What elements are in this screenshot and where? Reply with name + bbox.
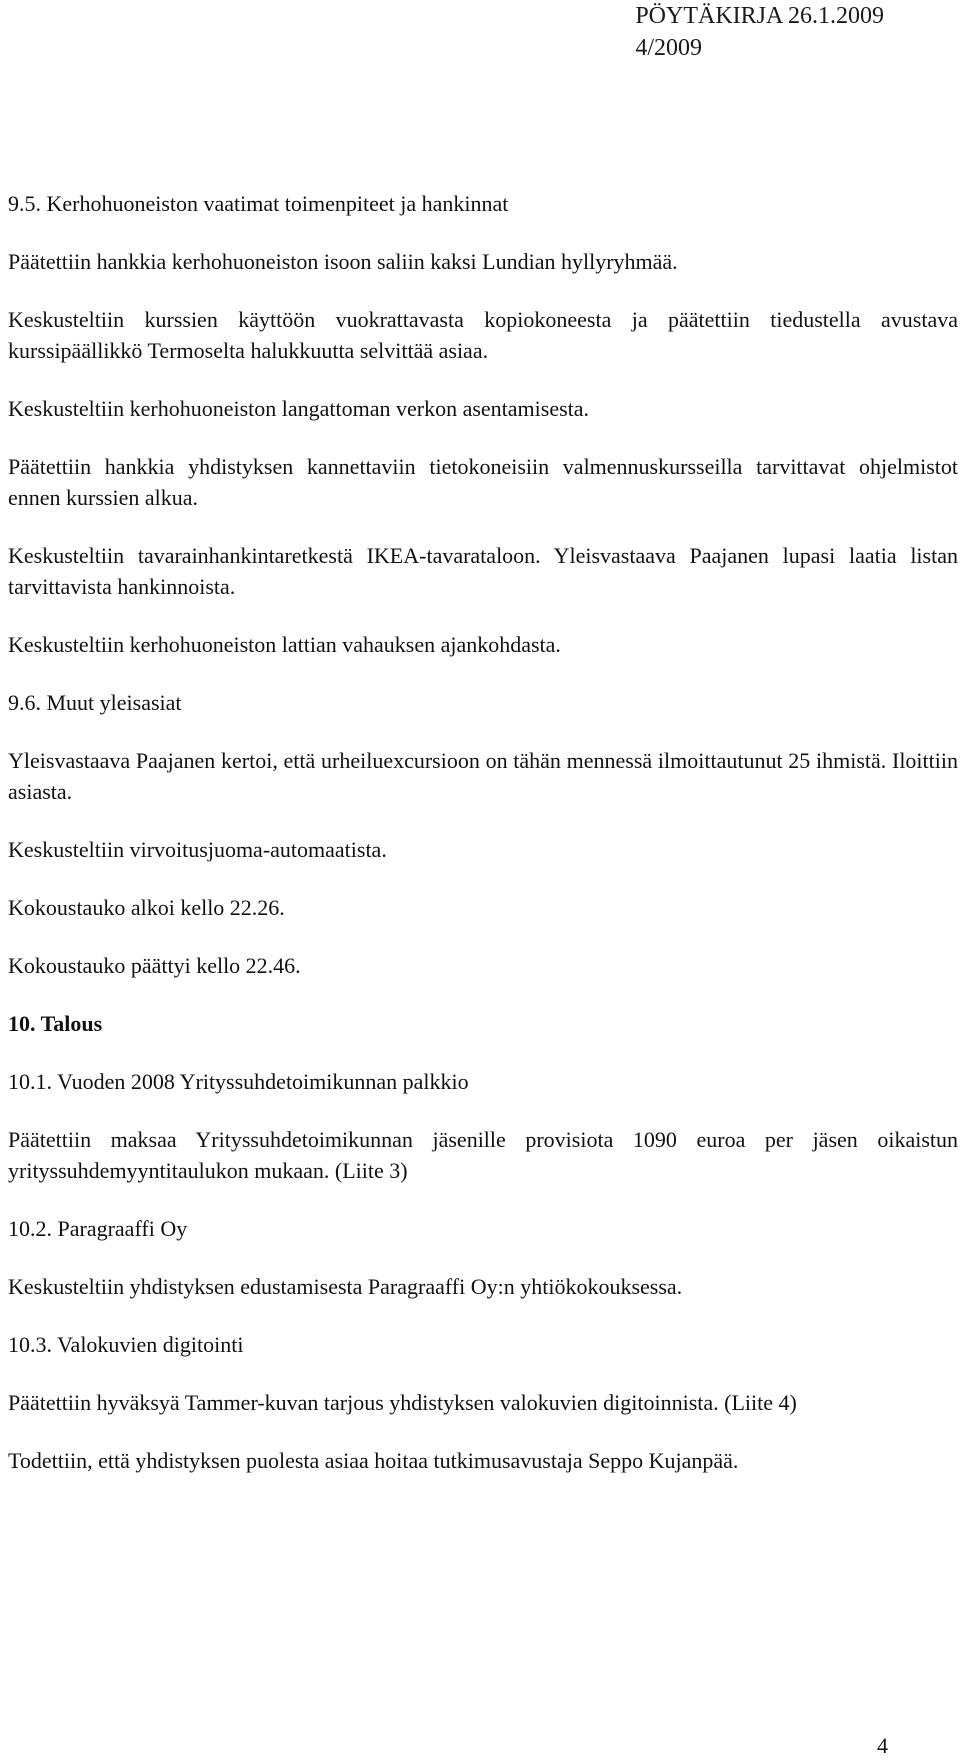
paragraph: Kokoustauko alkoi kello 22.26. — [8, 895, 285, 920]
document-header — [635, 0, 884, 64]
paragraph: Keskusteltiin kurssien käyttöön vuokrattavasta kopiokoneesta ja päätettiin tiedustella avustava kurssipäällikkö Termoselta halukkuutta selvittää asiaa. — [8, 307, 958, 363]
paragraph: Keskusteltiin kerhohuoneiston langattoman verkon asentamisesta. — [8, 396, 590, 421]
paragraph: Kokoustauko päättyi kello 22.46. — [8, 953, 301, 978]
paragraph: Keskusteltiin tavarainhankintaretkestä IKEA-tavarataloon. Yleisvastaava Paajanen lupasi laatia listan tarvittavista hankinnoista. — [8, 543, 958, 599]
paragraph: Todettiin, että yhdistyksen puolesta asiaa hoitaa tutkimusavustaja Seppo Kujanpää. — [8, 1448, 739, 1473]
paragraph: Päätettiin hankkia kerhohuoneiston isoon saliin kaksi Lundian hyllyryhmää. — [8, 249, 678, 274]
paragraph: Yleisvastaava Paajanen kertoi, että urheiluexcursioon on tähän mennessä ilmoittautunut 25 ihmistä. Iloittiin asiasta. — [8, 748, 958, 804]
paragraph: Keskusteltiin virvoitusjuoma-automaatista. — [8, 837, 387, 862]
header-title: PÖYTÄKIRJA 26.1.2009 — [635, 3, 884, 29]
subsection-heading: 9.6. Muut yleisasiat — [8, 690, 182, 715]
subsection-heading: 10.3. Valokuvien digitointi — [8, 1332, 244, 1357]
subsection-heading: 9.5. Kerhohuoneiston vaatimat toimenpiteet ja hankinnat — [8, 191, 509, 216]
paragraph: Keskusteltiin yhdistyksen edustamisesta Paragraaffi Oy:n yhtiökokouksessa. — [8, 1274, 683, 1299]
page-number: 4 — [877, 1733, 888, 1758]
paragraph: Päätettiin maksaa Yrityssuhdetoimikunnan jäsenille provisiota 1090 euroa per jäsen oikaistun yrityssuhdemyyntitaulukon mukaan. (Liite 3) — [8, 1127, 958, 1183]
document-body — [8, 188, 958, 1503]
paragraph: Keskusteltiin kerhohuoneiston lattian vahauksen ajankohdasta. — [8, 632, 561, 657]
section-heading: 10. Talous — [8, 1011, 103, 1036]
paragraph: Päätettiin hyväksyä Tammer-kuvan tarjous yhdistyksen valokuvien digitoinnista. (Liite 4) — [8, 1390, 797, 1415]
subsection-heading: 10.2. Paragraaffi Oy — [8, 1216, 188, 1241]
paragraph: Päätettiin hankkia yhdistyksen kannettaviin tietokoneisiin valmennuskursseilla tarvittavat ohjelmistot ennen kurssien alkua. — [8, 454, 958, 510]
header-doc-number: 4/2009 — [635, 35, 702, 61]
subsection-heading: 10.1. Vuoden 2008 Yrityssuhdetoimikunnan palkkio — [8, 1069, 469, 1094]
